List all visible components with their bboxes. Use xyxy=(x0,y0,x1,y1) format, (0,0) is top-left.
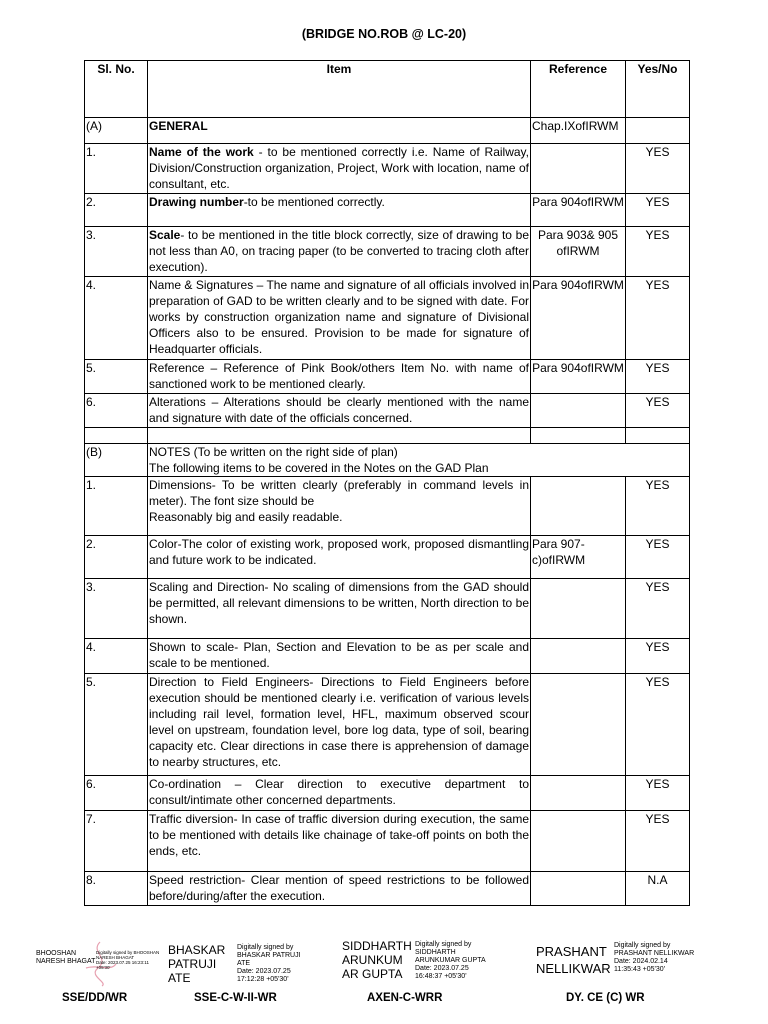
signer-4-sig3: Date: 2024.02.14 xyxy=(614,958,668,965)
sl-cell: 8. xyxy=(85,872,148,906)
item-text: Shown to scale- Plan, Section and Elevation to be as per scale and scale to be mentioned. xyxy=(149,640,529,670)
sl-cell: 5. xyxy=(85,674,148,776)
table-row xyxy=(85,579,690,639)
yesno-cell: YES xyxy=(626,194,690,227)
table-row xyxy=(85,674,690,776)
table-row xyxy=(85,639,690,674)
header-row xyxy=(85,61,690,118)
sl-cell: 2. xyxy=(85,536,148,579)
item-title: Name of the work xyxy=(149,145,254,159)
yesno-cell: YES xyxy=(626,394,690,428)
empty-cell xyxy=(626,118,690,144)
item-text: Dimensions- To be written clearly (preferably in command levels in meter). The font size should be xyxy=(149,478,529,508)
reference-cell: Para 904ofIRWM xyxy=(531,360,626,394)
reference-cell xyxy=(531,872,626,906)
table-row xyxy=(85,360,690,394)
reference-cell xyxy=(531,776,626,811)
sl-cell: 5. xyxy=(85,360,148,394)
section-reference: Chap.IXofIRWM xyxy=(531,118,626,144)
item-text: Reference – Reference of Pink Book/others Item No. with name of sanctioned work to be mentioned clearly. xyxy=(149,361,529,391)
reference-cell: Para 904ofIRWM xyxy=(531,194,626,227)
item-cell xyxy=(148,277,531,360)
header-item: Item xyxy=(148,61,531,118)
signer-3-sig2: SIDDHARTH xyxy=(415,949,456,956)
signer-2-line2: PATRUJI xyxy=(168,957,217,971)
header-sl: Sl. No. xyxy=(85,61,148,118)
section-b-row xyxy=(85,444,690,477)
reference-cell xyxy=(531,811,626,872)
reference-cell xyxy=(531,579,626,639)
item-cell xyxy=(148,674,531,776)
reference-cell xyxy=(531,639,626,674)
yesno-cell: YES xyxy=(626,811,690,872)
signer-4-sig1: Digitally signed by xyxy=(614,942,671,949)
item-cell xyxy=(148,394,531,428)
section-title: GENERAL xyxy=(148,118,531,144)
table-row xyxy=(85,536,690,579)
signer-1-sig4: +05'30' xyxy=(96,965,111,970)
table-row xyxy=(85,144,690,194)
signer-3-line1: SIDDHARTH xyxy=(342,939,412,953)
yesno-cell: YES xyxy=(626,579,690,639)
signature-block xyxy=(0,932,768,1024)
sl-cell: 6. xyxy=(85,776,148,811)
item-cell xyxy=(148,194,531,227)
reference-cell xyxy=(531,144,626,194)
item-text: - to be mentioned correctly i.e. Name of Railway, Division/Construction organization, Project, Work with location, name of consultant, etc. xyxy=(149,145,529,191)
item-text: Alterations – Alterations should be clearly mentioned with the name and signature with date of the officials concerned. xyxy=(149,395,529,425)
empty-cell xyxy=(148,428,531,444)
item-text: -to be mentioned correctly. xyxy=(243,195,385,209)
page-title: (BRIDGE NO.ROB @ LC-20) xyxy=(301,27,467,41)
yesno-cell: YES xyxy=(626,227,690,277)
header-yesno: Yes/No xyxy=(626,61,690,118)
empty-cell xyxy=(531,428,626,444)
signer-2-sig1: Digitally signed by xyxy=(237,944,294,951)
signer-2-sig2: BHASKAR PATRUJI xyxy=(237,952,301,959)
reference-cell xyxy=(531,477,626,536)
signer-3-line2: ARUNKUM xyxy=(342,953,403,967)
section-b-line1: NOTES (To be written on the right side of plan) xyxy=(149,445,398,459)
section-label: (B) xyxy=(85,444,148,477)
table-row xyxy=(85,394,690,428)
signer-3-sig4: Date: 2023.07.25 xyxy=(415,965,469,972)
signer-3-sig1: Digitally signed by xyxy=(415,941,472,948)
signer-1-sig3: Date: 2023.07.25 16:23:11 xyxy=(96,960,149,965)
item-cell xyxy=(148,360,531,394)
table-row xyxy=(85,277,690,360)
signer-4-sig4: 11:35:43 +05'30' xyxy=(614,966,666,973)
reference-cell: Para 904ofIRWM xyxy=(531,277,626,360)
table-row xyxy=(85,811,690,872)
signer-2-line1: BHASKAR xyxy=(168,943,226,957)
signer-2-digital xyxy=(237,944,301,984)
signer-4-line1: PRASHANT xyxy=(536,944,607,959)
header-reference: Reference xyxy=(531,61,626,118)
item-cell xyxy=(148,579,531,639)
sl-cell: 3. xyxy=(85,227,148,277)
reference-cell xyxy=(531,674,626,776)
item-cell xyxy=(148,536,531,579)
designation-1: SSE/DD/WR xyxy=(62,992,128,1004)
reference-cell xyxy=(531,394,626,428)
signer-1-line2: NARESH BHAGAT xyxy=(36,958,96,965)
designation-4: DY. CE (C) WR xyxy=(566,992,645,1004)
yesno-cell: YES xyxy=(626,639,690,674)
item-cell xyxy=(148,776,531,811)
signer-3-line3: AR GUPTA xyxy=(342,967,403,981)
signer-4-name xyxy=(536,943,611,977)
section-b-line2: The following items to be covered in the Notes on the GAD Plan xyxy=(149,461,489,475)
item-title: Scale xyxy=(149,228,181,242)
signer-1-line1: BHOOSHAN xyxy=(36,950,77,957)
signer-3-sig3: ARUNKUMAR GUPTA xyxy=(415,957,486,964)
sl-cell: 3. xyxy=(85,579,148,639)
sl-cell: 1. xyxy=(85,144,148,194)
table-row xyxy=(85,194,690,227)
sl-cell: 7. xyxy=(85,811,148,872)
yesno-cell: YES xyxy=(626,360,690,394)
signer-3-name xyxy=(342,939,412,981)
signer-1-sig2: NARESH BHAGAT xyxy=(96,955,135,960)
signer-4-line2: NELLIKWAR xyxy=(536,961,611,976)
checklist-table xyxy=(84,60,690,906)
reference-cell: Para 903& 905 ofIRWM xyxy=(531,227,626,277)
table-row xyxy=(85,227,690,277)
empty-cell xyxy=(85,428,148,444)
item-text: Traffic diversion- In case of traffic diversion during execution, the same to be mentioned with details like chainage of take-off points on both the ends, etc. xyxy=(149,812,529,858)
item-text: Name & Signatures – The name and signature of all officials involved in preparation of GAD to be written clearly and to be signed with date. For works by construction organization name and signature of Divisional Officers also to be ensured. Provision to be made for signature of Headquarter officials. xyxy=(149,278,529,356)
signer-1-sig1: Digitally signed by BHOOSHAN xyxy=(96,950,160,955)
item-cell xyxy=(148,811,531,872)
spacer-row xyxy=(85,428,690,444)
item-text: Scaling and Direction- No scaling of dimensions from the GAD should be permitted, all relevant dimensions to be written, North direction to be shown. xyxy=(149,580,529,626)
signer-2-sig5: 17:12:28 +05'30' xyxy=(237,976,289,983)
empty-cell xyxy=(626,428,690,444)
sl-cell: 1. xyxy=(85,477,148,536)
signer-2-name xyxy=(168,943,225,985)
item-text: Color-The color of existing work, proposed work, proposed dismantling and future work to be indicated. xyxy=(149,537,529,567)
item-cell xyxy=(148,227,531,277)
item-cell xyxy=(148,639,531,674)
item-title: Drawing number xyxy=(149,195,244,209)
designation-2: SSE-C-W-II-WR xyxy=(194,992,277,1004)
yesno-cell: YES xyxy=(626,674,690,776)
section-label: (A) xyxy=(85,118,148,144)
item-text: Co-ordination – Clear direction to executive department to consult/intimate other concerned departments. xyxy=(149,777,529,807)
signer-2-line3: ATE xyxy=(168,971,191,985)
yesno-cell: YES xyxy=(626,536,690,579)
signer-1-name xyxy=(36,950,95,966)
signer-3-digital xyxy=(415,941,486,981)
sl-cell: 2. xyxy=(85,194,148,227)
signer-4-sig2: PRASHANT NELLIKWAR xyxy=(614,950,695,957)
yesno-cell: N.A xyxy=(626,872,690,906)
item-text: Direction to Field Engineers- Directions to Field Engineers before execution should be mentioned clearly i.e. verification of various levels including rail level, formation level, HFL, maximum observed scour level on upstream, foundation level, bore log data, type of soil, bearing capacity etc. Clear directions in case there is apprehension of damage to nearby structures, etc. xyxy=(149,675,529,769)
item-text: Speed restriction- Clear mention of speed restrictions to be followed before/during/after the execution. xyxy=(149,873,529,903)
table-row xyxy=(85,872,690,906)
yesno-cell: YES xyxy=(626,277,690,360)
item-text-continued: Reasonably big and easily readable. xyxy=(149,510,343,524)
item-cell xyxy=(148,872,531,906)
section-a-row xyxy=(85,118,690,144)
item-text: - to be mentioned in the title block correctly, size of drawing to be not less than A0, on tracing paper (to be converted to tracing cloth after execution). xyxy=(149,228,529,274)
sl-cell: 6. xyxy=(85,394,148,428)
table-row xyxy=(85,477,690,536)
signer-3-sig5: 16:48:37 +05'30' xyxy=(415,973,467,980)
sl-cell: 4. xyxy=(85,277,148,360)
sl-cell: 4. xyxy=(85,639,148,674)
reference-cell: Para 907-c)ofIRWM xyxy=(531,536,626,579)
yesno-cell: YES xyxy=(626,144,690,194)
table-row xyxy=(85,776,690,811)
yesno-cell: YES xyxy=(626,477,690,536)
yesno-cell: YES xyxy=(626,776,690,811)
item-cell xyxy=(148,144,531,194)
signer-1-digital xyxy=(96,950,159,970)
section-b-notes xyxy=(148,444,690,477)
item-cell xyxy=(148,477,531,536)
designation-3: AXEN-C-WRR xyxy=(367,992,443,1004)
signer-2-sig3: ATE xyxy=(237,960,251,967)
signer-4-digital xyxy=(614,942,694,974)
signer-2-sig4: Date: 2023.07.25 xyxy=(237,968,291,975)
